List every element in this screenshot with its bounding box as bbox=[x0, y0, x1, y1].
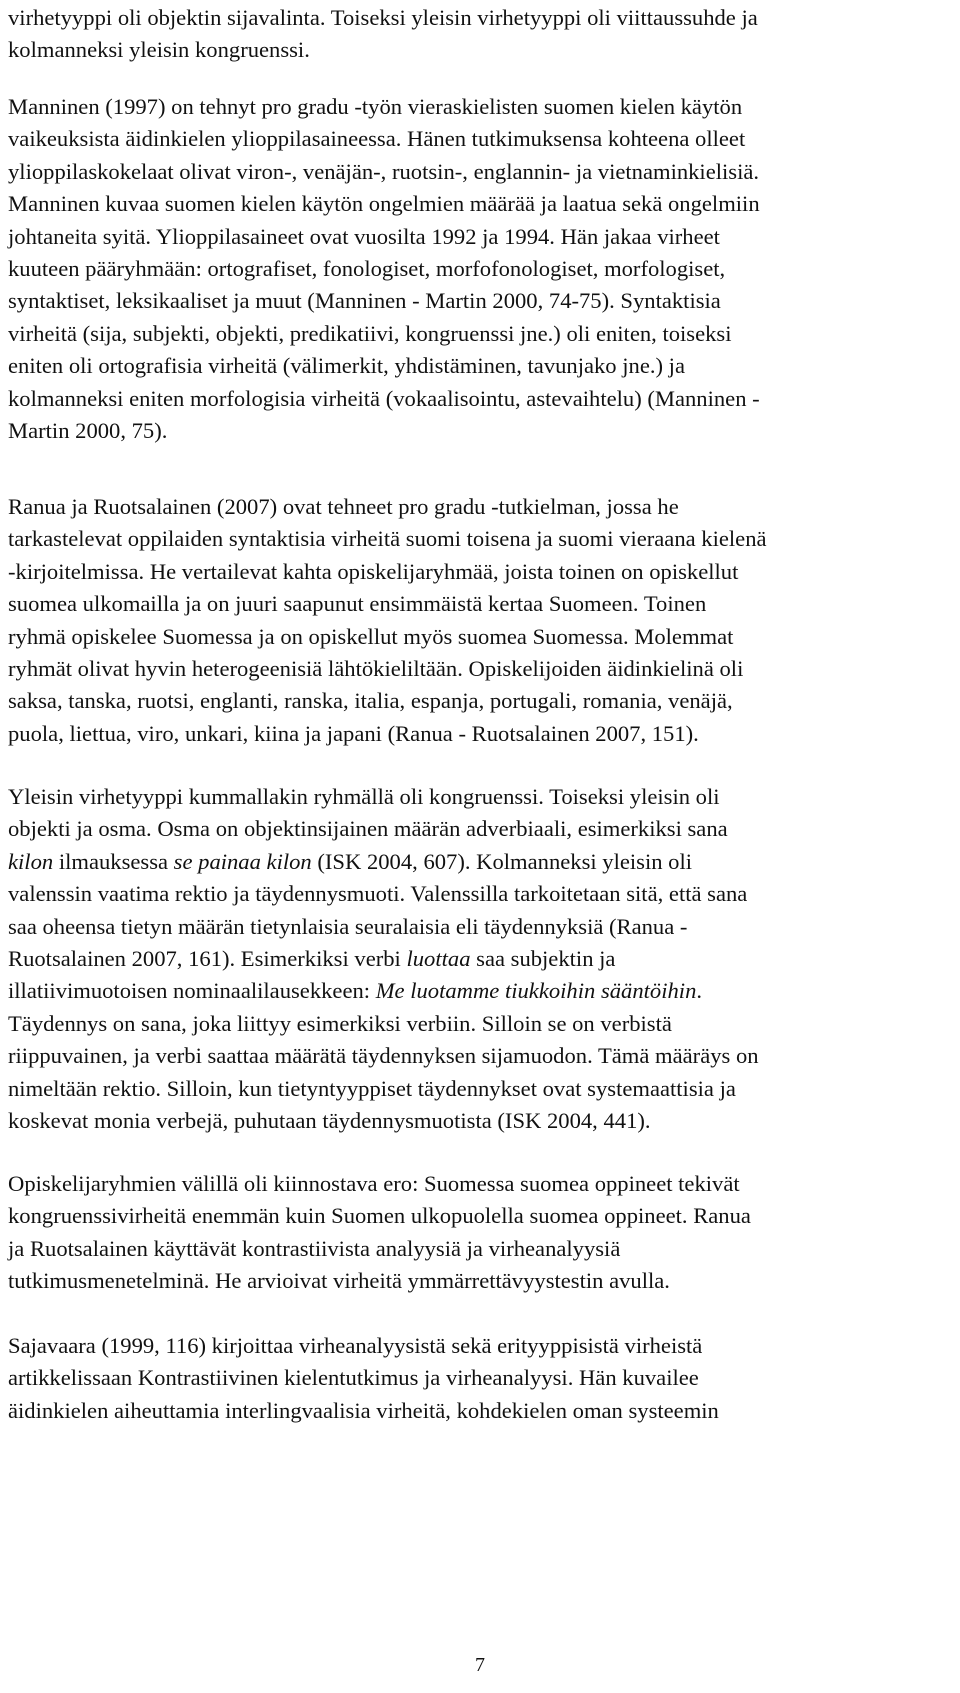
text-segment: ilmauksessa bbox=[53, 848, 174, 874]
text-line: riippuvainen, ja verbi saattaa määrätä täydennyksen sijamuodon. Tämä määräys on bbox=[8, 1043, 759, 1069]
paragraph-6 bbox=[8, 1330, 954, 1427]
text-line: kolmanneksi eniten morfologisia virheitä (vokaalisointu, astevaihtelu) (Manninen - bbox=[8, 385, 760, 411]
text-line: johtaneita syitä. Ylioppilasaineet ovat vuosilta 1992 ja 1994. Hän jakaa virheet bbox=[8, 223, 720, 249]
text-segment: saa subjektin ja bbox=[470, 945, 616, 971]
text-line: Manninen (1997) on tehnyt pro gradu -työn vieraskielisten suomen kielen käytön bbox=[8, 94, 743, 119]
text-line: ja Ruotsalainen käyttävät kontrastiivista analyysiä ja virheanalyysiä bbox=[8, 1235, 621, 1261]
text-line: nimeltään rektio. Silloin, kun tietyntyyppiset täydennykset ovat systemaattisia ja bbox=[8, 1075, 736, 1101]
text-line: kolmanneksi yleisin kongruenssi. bbox=[8, 37, 310, 63]
text-segment: . bbox=[696, 978, 703, 1004]
text-segment: (ISK 2004, 607). Kolmanneksi yleisin oli bbox=[311, 848, 693, 874]
text-line bbox=[8, 846, 954, 878]
page-number: 7 bbox=[475, 1654, 485, 1676]
paragraph-4 bbox=[8, 781, 954, 1137]
text-segment: Ruotsalainen 2007, 161). Esimerkiksi verbi bbox=[8, 945, 407, 971]
paragraph-1 bbox=[8, 2, 954, 67]
text-line: tutkimusmenetelminä. He arvioivat virheitä ymmärrettävyystestin avulla. bbox=[8, 1268, 670, 1294]
text-line: -kirjoitelmissa. He vertailevat kahta opiskelijaryhmää, joista toinen on opiskellut bbox=[8, 558, 739, 584]
italic-example: luottaa bbox=[406, 945, 471, 971]
text-line: valenssin vaatima rektio ja täydennysmuoti. Valenssilla tarkoitetaan sitä, että sana bbox=[8, 881, 748, 907]
text-line: Manninen kuvaa suomen kielen käytön ongelmien määrää ja laatua sekä ongelmiin bbox=[8, 191, 760, 217]
paragraph-2 bbox=[8, 91, 954, 447]
text-line: Sajavaara (1999, 116) kirjoittaa virheanalyysistä sekä erityyppisistä virheistä bbox=[8, 1333, 703, 1358]
text-line: saksa, tanska, ruotsi, englanti, ranska, italia, espanja, portugali, romania, venäjä, bbox=[8, 688, 733, 714]
text-line: saa oheensa tietyn määrän tietynlaisia seuralaisia eli täydennyksiä (Ranua - bbox=[8, 913, 688, 939]
text-line: ryhmät olivat hyvin heterogeenisiä lähtökieliltään. Opiskelijoiden äidinkielinä oli bbox=[8, 655, 744, 681]
text-line: äidinkielen aiheuttamia interlingvaalisia virheitä, kohdekielen oman systeemin bbox=[8, 1397, 719, 1423]
text-line: kongruenssivirheitä enemmän kuin Suomen ulkopuolella suomea oppineet. Ranua bbox=[8, 1203, 751, 1229]
text-line: Opiskelijaryhmien välillä oli kiinnostava ero: Suomessa suomea oppineet tekivät bbox=[8, 1171, 740, 1196]
text-line: eniten oli ortografisia virheitä (välimerkit, yhdistäminen, tavunjako jne.) ja bbox=[8, 353, 685, 379]
paragraph-3 bbox=[8, 491, 954, 750]
text-line: artikkelissaan Kontrastiivinen kielentutkimus ja virheanalyysi. Hän kuvailee bbox=[8, 1365, 699, 1391]
text-line: Martin 2000, 75). bbox=[8, 417, 168, 443]
text-line: ylioppilaskokelaat olivat viron-, venäjän-, ruotsin-, englannin- ja vietnaminkielisiä. bbox=[8, 158, 760, 184]
text-line: Täydennys on sana, joka liittyy esimerkiksi verbiin. Silloin se on verbistä bbox=[8, 1010, 672, 1036]
text-line: Yleisin virhetyyppi kummallakin ryhmällä oli kongruenssi. Toiseksi yleisin oli bbox=[8, 784, 720, 809]
italic-example: Me luotamme tiukkoihin sääntöihin bbox=[375, 978, 697, 1004]
text-line bbox=[8, 943, 954, 975]
text-line: ryhmä opiskelee Suomessa ja on opiskellut myös suomea Suomessa. Molemmat bbox=[8, 623, 734, 649]
text-line: virheitä (sija, subjekti, objekti, predikatiivi, kongruenssi jne.) oli eniten, toiseksi bbox=[8, 320, 732, 346]
text-line: syntaktiset, leksikaaliset ja muut (Manninen - Martin 2000, 74-75). Syntaktisia bbox=[8, 288, 721, 314]
text-line: koskevat monia verbejä, puhutaan täydennysmuotista (ISK 2004, 441). bbox=[8, 1107, 651, 1133]
text-segment: illatiivimuotoisen nominaalilausekkeen: bbox=[8, 978, 376, 1004]
text-line bbox=[8, 975, 954, 1007]
text-line: vaikeuksista äidinkielen ylioppilasaineessa. Hänen tutkimuksensa kohteena olleet bbox=[8, 126, 746, 152]
italic-example: kilon bbox=[8, 848, 54, 874]
italic-example: se painaa kilon bbox=[173, 848, 312, 874]
text-line: objekti ja osma. Osma on objektinsijainen määrän adverbiaali, esimerkiksi sana bbox=[8, 816, 728, 842]
text-line: tarkastelevat oppilaiden syntaktisia virheitä suomi toisena ja suomi vieraana kielenä bbox=[8, 526, 767, 552]
paragraph-5 bbox=[8, 1168, 954, 1298]
text-line: kuuteen pääryhmään: ortografiset, fonologiset, morfofonologiset, morfologiset, bbox=[8, 255, 726, 281]
text-line: virhetyyppi oli objektin sijavalinta. Toiseksi yleisin virhetyyppi oli viittaussuhde ja bbox=[8, 5, 758, 30]
text-line: puola, liettua, viro, unkari, kiina ja japani (Ranua - Ruotsalainen 2007, 151). bbox=[8, 720, 699, 746]
text-line: Ranua ja Ruotsalainen (2007) ovat tehneet pro gradu -tutkielman, jossa he bbox=[8, 494, 679, 519]
text-line: suomea ulkomailla ja on juuri saapunut ensimmäistä kertaa Suomeen. Toinen bbox=[8, 591, 707, 617]
